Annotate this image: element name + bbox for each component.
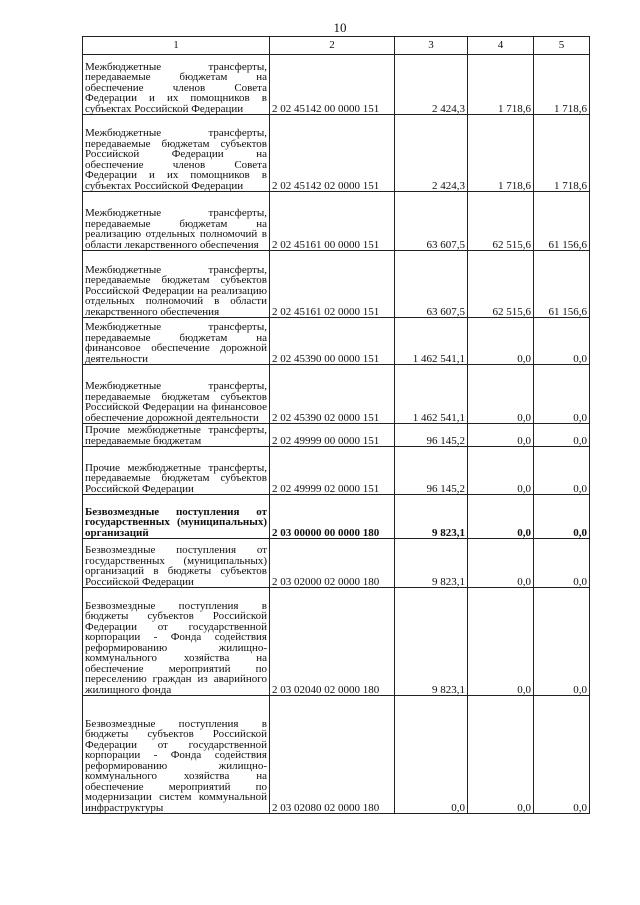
row-name-cell: Безвозмездные поступления от государственных (муниципальных) организаций	[83, 495, 270, 539]
row-value-2021-cell: 0,0	[534, 318, 590, 365]
row-value-2019-cell: 2 424,3	[395, 55, 468, 115]
row-code-cell: 2 02 45142 00 0000 151	[270, 55, 395, 115]
row-value-2020-cell: 62 515,6	[468, 192, 534, 251]
table-row	[83, 192, 590, 251]
table-row	[83, 539, 590, 588]
row-name-cell: Безвозмездные поступления в бюджеты субъектов Российской Федерации от государственной корпорации - Фонда содействия реформированию жилищно-коммунального хозяйства на обеспечение мероприятий по модернизации систем коммунальной инфраструктуры	[83, 696, 270, 814]
column-header-4: 4	[468, 37, 534, 55]
row-value-2021-cell: 0,0	[534, 365, 590, 424]
row-name-cell: Прочие межбюджетные трансферты, передаваемые бюджетам	[83, 424, 270, 447]
row-value-2020-cell: 0,0	[468, 588, 534, 696]
page-number: 10	[333, 20, 347, 35]
row-name-cell: Межбюджетные трансферты, передаваемые бюджетам на финансовое обеспечение дорожной деятельности	[83, 318, 270, 365]
table-row	[83, 318, 590, 365]
table-row	[83, 696, 590, 814]
row-value-2019-cell: 2 424,3	[395, 115, 468, 192]
row-name-cell: Межбюджетные трансферты, передаваемые бюджетам субъектов Российской Федерации на финансовое обеспечение дорожной деятельности	[83, 365, 270, 424]
row-value-2019-cell: 63 607,5	[395, 192, 468, 251]
row-value-2020-cell: 0,0	[468, 318, 534, 365]
row-code-cell: 2 02 45161 00 0000 151	[270, 192, 395, 251]
row-code-cell: 2 02 49999 00 0000 151	[270, 424, 395, 447]
row-value-2019-cell: 96 145,2	[395, 447, 468, 495]
budget-revenue-table	[82, 36, 590, 814]
row-value-2019-cell: 9 823,1	[395, 588, 468, 696]
row-value-2021-cell: 0,0	[534, 495, 590, 539]
column-header-5: 5	[534, 37, 590, 55]
row-value-2019-cell: 1 462 541,1	[395, 318, 468, 365]
row-value-2021-cell: 61 156,6	[534, 192, 590, 251]
row-value-2021-cell: 1 718,6	[534, 115, 590, 192]
row-name-cell: Безвозмездные поступления от государственных (муниципальных) организаций в бюджеты субъектов Российской Федерации	[83, 539, 270, 588]
row-value-2021-cell: 0,0	[534, 539, 590, 588]
table-header-row	[83, 37, 590, 55]
row-value-2021-cell: 0,0	[534, 424, 590, 447]
table-row	[83, 424, 590, 447]
row-code-cell: 2 02 45390 00 0000 151	[270, 318, 395, 365]
row-value-2019-cell: 63 607,5	[395, 251, 468, 318]
row-value-2020-cell: 62 515,6	[468, 251, 534, 318]
column-header-1: 1	[83, 37, 270, 55]
row-value-2020-cell: 0,0	[468, 696, 534, 814]
table-row	[83, 495, 590, 539]
row-value-2020-cell: 0,0	[468, 495, 534, 539]
row-code-cell: 2 02 49999 02 0000 151	[270, 447, 395, 495]
table-row	[83, 251, 590, 318]
row-name-cell: Межбюджетные трансферты, передаваемые бюджетам на реализацию отдельных полномочий в области лекарственного обеспечения	[83, 192, 270, 251]
row-name-cell: Безвозмездные поступления в бюджеты субъектов Российской Федерации от государственной корпорации - Фонда содействия реформированию жилищно-коммунального хозяйства на обеспечение мероприятий по переселению граждан из аварийного жилищного фонда	[83, 588, 270, 696]
row-value-2019-cell: 96 145,2	[395, 424, 468, 447]
row-value-2020-cell: 0,0	[468, 539, 534, 588]
row-code-cell: 2 03 00000 00 0000 180	[270, 495, 395, 539]
row-name-cell: Межбюджетные трансферты, передаваемые бюджетам субъектов Российской Федерации на обеспечение членов Совета Федерации и их помощников в субъектах Российской Федерации	[83, 115, 270, 192]
row-value-2020-cell: 0,0	[468, 365, 534, 424]
row-value-2019-cell: 1 462 541,1	[395, 365, 468, 424]
row-value-2019-cell: 0,0	[395, 696, 468, 814]
table-row	[83, 365, 590, 424]
row-value-2021-cell: 0,0	[534, 447, 590, 495]
row-value-2021-cell: 61 156,6	[534, 251, 590, 318]
row-value-2021-cell: 0,0	[534, 696, 590, 814]
row-value-2019-cell: 9 823,1	[395, 539, 468, 588]
row-code-cell: 2 02 45390 02 0000 151	[270, 365, 395, 424]
row-code-cell: 2 02 45142 02 0000 151	[270, 115, 395, 192]
table-row	[83, 55, 590, 115]
table-row	[83, 447, 590, 495]
row-value-2020-cell: 0,0	[468, 424, 534, 447]
table-body	[83, 55, 590, 814]
row-code-cell: 2 03 02040 02 0000 180	[270, 588, 395, 696]
row-value-2019-cell: 9 823,1	[395, 495, 468, 539]
row-code-cell: 2 03 02080 02 0000 180	[270, 696, 395, 814]
table-row	[83, 115, 590, 192]
row-value-2020-cell: 0,0	[468, 447, 534, 495]
row-name-cell: Межбюджетные трансферты, передаваемые бюджетам субъектов Российской Федерации на реализацию отдельных полномочий в области лекарственного обеспечения	[83, 251, 270, 318]
row-code-cell: 2 03 02000 02 0000 180	[270, 539, 395, 588]
row-code-cell: 2 02 45161 02 0000 151	[270, 251, 395, 318]
row-value-2021-cell: 1 718,6	[534, 55, 590, 115]
row-value-2020-cell: 1 718,6	[468, 115, 534, 192]
column-header-2: 2	[270, 37, 395, 55]
column-header-3: 3	[395, 37, 468, 55]
row-value-2020-cell: 1 718,6	[468, 55, 534, 115]
row-value-2021-cell: 0,0	[534, 588, 590, 696]
row-name-cell: Межбюджетные трансферты, передаваемые бюджетам на обеспечение членов Совета Федерации и их помощников в субъектах Российской Федерации	[83, 55, 270, 115]
row-name-cell: Прочие межбюджетные трансферты, передаваемые бюджетам субъектов Российской Федерации	[83, 447, 270, 495]
table-row	[83, 588, 590, 696]
